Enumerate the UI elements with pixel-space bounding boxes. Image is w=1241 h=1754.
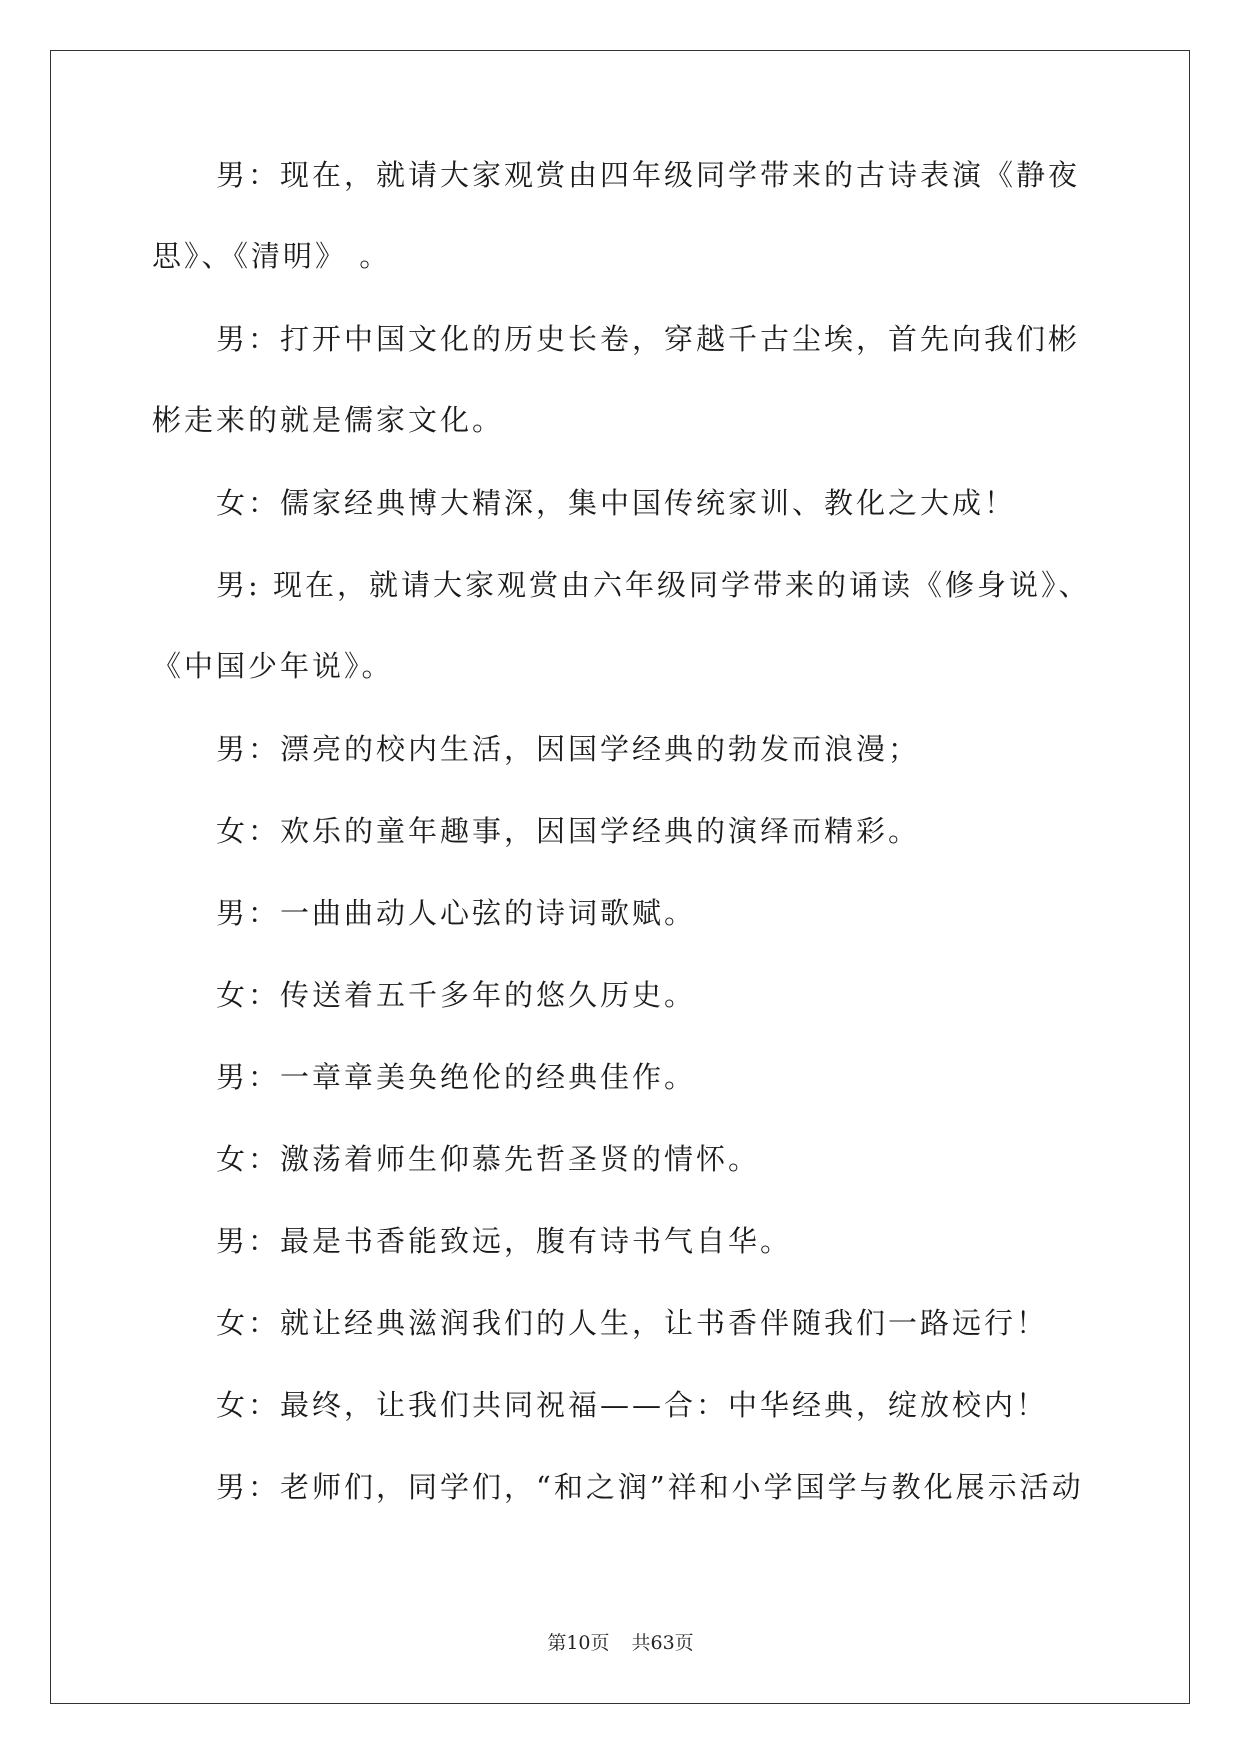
paragraph-6: 女：欢乐的童年趣事，因国学经典的演绎而精彩。 [216,814,921,848]
paragraph-12: 女：就让经典滋润我们的人生，让书香伴随我们一路远行！ [216,1306,1049,1340]
paragraph-9: 男：一章章美奂绝伦的经典佳作。 [216,1060,697,1094]
paragraph-7: 男：一曲曲动人心弦的诗词歌赋。 [216,896,697,930]
paragraph-5: 男：漂亮的校内生活，因国学经典的勃发而浪漫； [216,732,921,766]
paragraph-3: 女：儒家经典博大精深，集中国传统家训、教化之大成！ [216,486,1017,520]
page-number: 第10页 [547,1632,610,1654]
paragraph-11: 男：最是书香能致远，腹有诗书气自华。 [216,1224,793,1258]
page-total: 共63页 [631,1632,694,1654]
paragraph-14: 男：老师们，同学们，“和之润”祥和小学国学与教化展示活动 [216,1470,1084,1504]
paragraph-8: 女：传送着五千多年的悠久历史。 [216,978,697,1012]
paragraph-4: 男: 现在，就请大家观赏由六年级同学带来的诵读《修身说》、《中国少年说》。 [152,568,1091,683]
paragraph-2: 男：打开中国文化的历史长卷，穿越千古尘埃，首先向我们彬彬走来的就是儒家文化。 [152,322,1081,437]
paragraph-10: 女：激荡着师生仰慕先哲圣贤的情怀。 [216,1142,761,1176]
page-footer [0,1628,1241,1655]
paragraph-13: 女：最终，让我们共同祝福——合：中华经典，绽放校内！ [216,1388,1049,1422]
paragraph-1: 男：现在，就请大家观赏由四年级同学带来的古诗表演《静夜思》、《清明》 。 [152,158,1081,273]
document-body [152,160,1092,1554]
